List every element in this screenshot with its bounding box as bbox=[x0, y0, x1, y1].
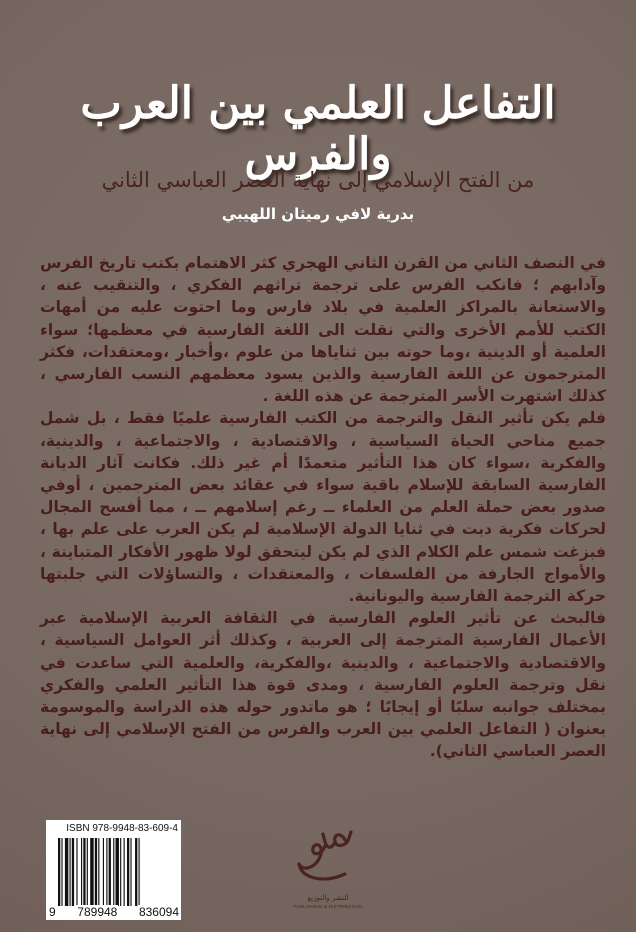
barcode-bar bbox=[87, 838, 88, 906]
blurb-paragraph: فلم يكن تأثير النقل والترجمة من الكتب الفارسية علميًا فقط ، بل شمل جميع مناحي الحياة السياسية ، والاقتصادية ، والاجتماعية ، والدينية، والفكرية ،سواء كان هذا التأثير متعمدًا أم غير ذلك. فكانت آثار الديانة الفارسية السابقة للإسلام باقية سواء في عقائد بعض المترجمين ، أوفي صدور بعض حملة العلم من العلماء ــ رغم إسلامهم ــ ، مما أفسح المجال لحركات فكرية دبت في ثنايا الدولة الإسلامية لم يكن العرب على علم بها ، فبزغت شمس علم الكلام الذي لم يكن ليتحقق لولا ظهور الأفكار المتباينة ، والأمواج الجارفة من الفلسفات ، والمعتقدات ، والتساؤلات التي جلبتها حركة الترجمة الفارسية واليونانية. bbox=[40, 409, 606, 606]
book-subtitle: من الفتح الإسلامي إلى نهاية العصر العباسي الثاني bbox=[101, 168, 535, 192]
barcode-bar bbox=[76, 838, 77, 906]
isbn-label: ISBN 978-9948-83-609-4 bbox=[66, 823, 178, 834]
isbn-digit-group-2: 836094 bbox=[138, 905, 179, 919]
barcode-icon bbox=[58, 838, 176, 906]
barcode-bar bbox=[106, 838, 107, 906]
barcode-bar bbox=[72, 838, 74, 906]
barcode-bar bbox=[90, 838, 93, 906]
barcode-bar bbox=[130, 838, 131, 906]
barcode-bar bbox=[83, 838, 85, 906]
publisher-logo-icon bbox=[283, 826, 373, 896]
barcode-bar bbox=[109, 838, 111, 906]
isbn-digits bbox=[48, 905, 180, 919]
barcode-bar bbox=[127, 838, 129, 906]
barcode-bar bbox=[103, 838, 104, 906]
blurb-paragraph: فالبحث عن تأثير العلوم الفارسية في الثقافة العربية الإسلامية عبر الأعمال الفارسية المترجمة إلى العربية ، وكذلك أثر العوامل السياسية ، والاقتصادية والاجتماعية ، والدينية ،والفكرية، والعلمية التي ساعدت في نقل وترجمة العلوم الفارسية ، ومدى قوة هذا التأثير العلمي والفكري بمختلف جوانبه سلبًا أو إيجابًا ؛ هو ماتدور حوله هذه الدراسة والموسومة بعنوان ( التفاعل العلمي بين العرب والفرس من الفتح الإسلامي إلى نهاية العصر العباسي الثاني). bbox=[40, 609, 606, 761]
publisher-tagline-arabic: للنشر والتوزيع bbox=[307, 894, 349, 902]
publisher-logo bbox=[283, 826, 373, 916]
barcode-bar bbox=[135, 838, 137, 906]
isbn-digit-prefix: 9 bbox=[49, 905, 56, 919]
barcode-bar bbox=[116, 838, 119, 906]
barcode-bar bbox=[113, 838, 114, 906]
barcode-bar bbox=[61, 838, 62, 906]
barcode-bar bbox=[124, 838, 125, 906]
author-name: بدرية لافي رميثان اللهيبي bbox=[221, 205, 415, 223]
isbn-digit-group-1: 789948 bbox=[77, 905, 118, 919]
barcode-bar bbox=[81, 838, 82, 906]
barcode-bar bbox=[70, 838, 71, 906]
barcode-bar bbox=[65, 838, 68, 906]
barcode-bar bbox=[98, 838, 99, 906]
book-title: التفاعل العلمي بين العرب والفرس bbox=[80, 78, 556, 180]
barcode-bar bbox=[120, 838, 121, 906]
barcode-bar bbox=[58, 838, 60, 906]
barcode-bar bbox=[139, 838, 140, 906]
back-cover-blurb bbox=[40, 252, 606, 763]
barcode-bar bbox=[95, 838, 97, 906]
isbn-barcode-box bbox=[46, 820, 181, 920]
publisher-tagline-english: PUBLISHING & DISTRIBUTION bbox=[293, 904, 363, 909]
blurb-paragraph: في النصف الثاني من القرن الثاني الهجري كثر الاهتمام بكتب تاريخ الفرس وآدابهم ؛ فانكب الفرس على ترجمة تراثهم الفكري ، والتنقيب عنه ، والاستعانة بالمراكز العلمية في بلاد فارس وما احتوت عليه من أمهات الكتب للأمم الأخرى والتي نقلت الى اللغة الفارسية في معظمها؛ سواء العلمية أو الدينية ،وما حوته بين ثناياها من علوم ،وأخبار ،ومعتقدات، فكثر المترجمون عن اللغة الفارسية والذين يسود معظمهم النسب الفارسي ، كذلك اشتهرت الأسر المترجمة عن هذه اللغة . bbox=[40, 254, 606, 406]
